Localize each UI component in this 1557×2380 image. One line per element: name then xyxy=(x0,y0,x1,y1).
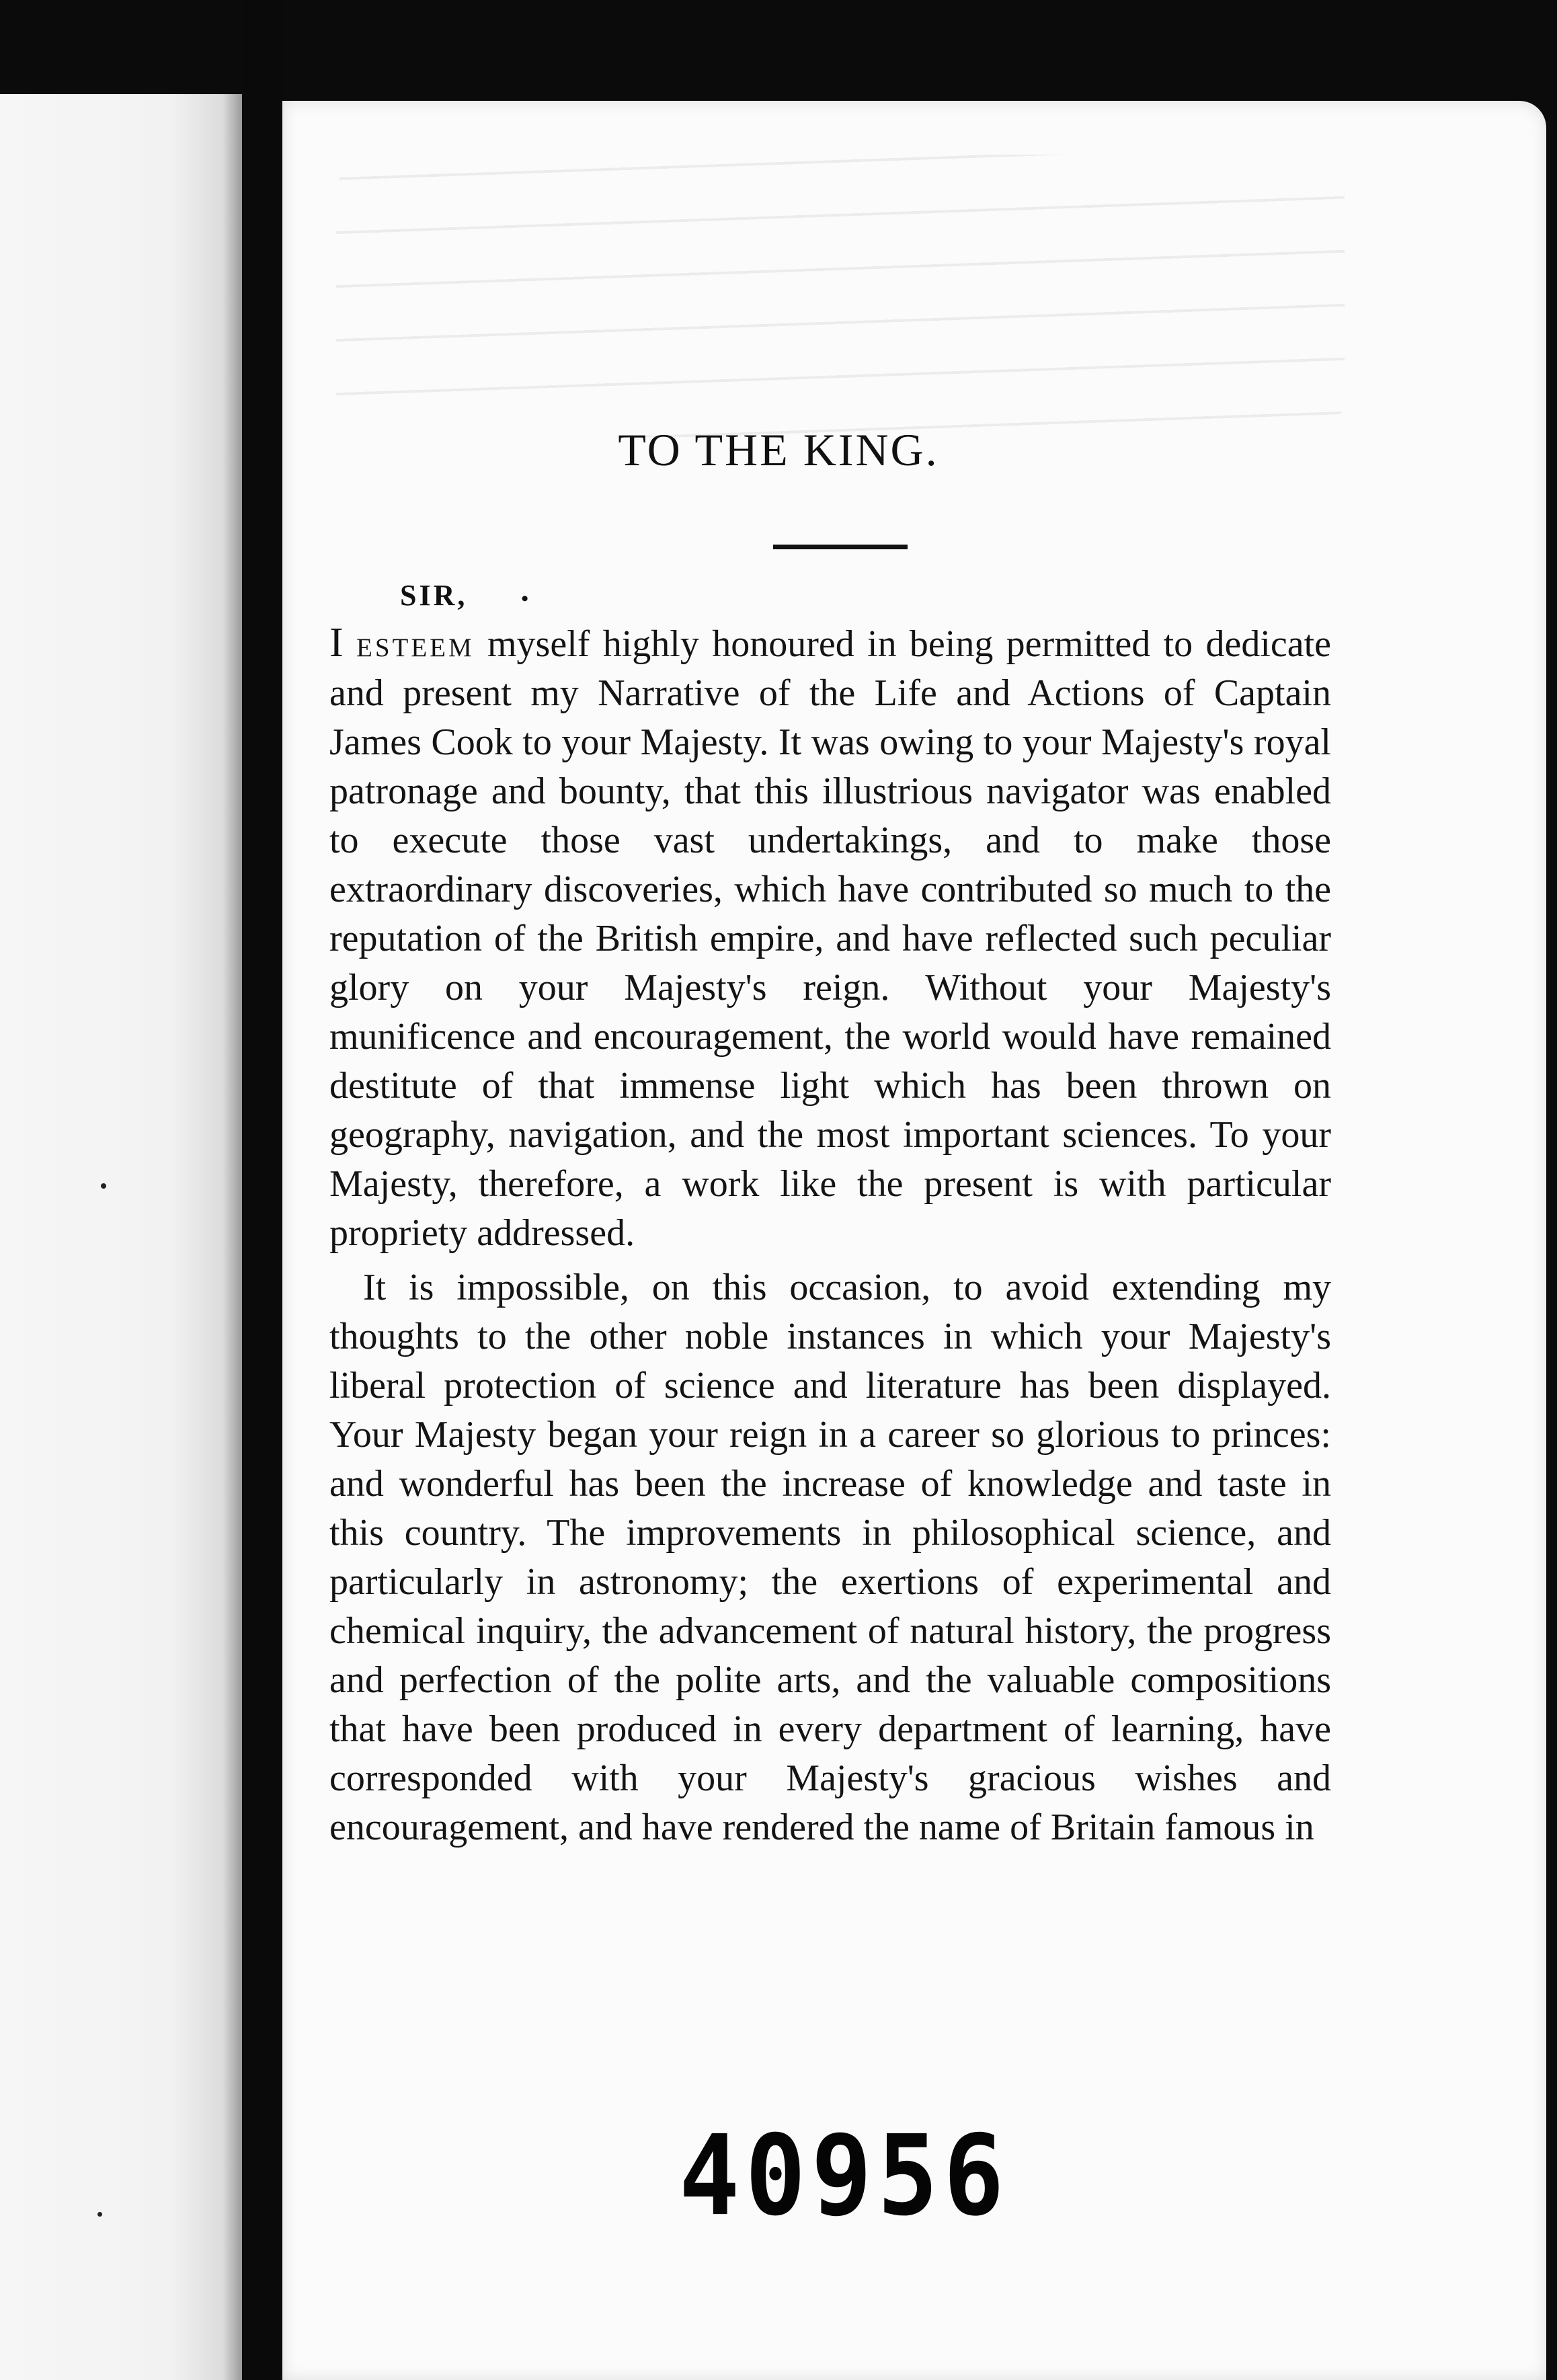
paragraph-2: It is impossible, on this occasion, to avoid extending my thoughts to the other noble instances in which your Majesty's liberal protection of science and literature has been displayed. Your Majesty began your reign in a career so glorious to princes: and wonderful has been the increase of knowledge and taste in this country. The improvements in philosophical science, and particularly in astronomy; the exertions of experimental and chemical inquiry, the advancement of natural history, the progress and perfection of the polite arts, and the valuable compositions that have been produced in every department of learning, have corresponded with your Majesty's gracious wishes and encouragement, and have rendered the name of Britain famous in xyxy=(329,1267,1331,1848)
salutation xyxy=(400,578,531,612)
salutation-mark: • xyxy=(521,588,531,610)
paragraph-1-lead: I xyxy=(329,620,344,666)
book-gutter xyxy=(242,0,282,2380)
page-heading: TO THE KING. xyxy=(618,424,939,475)
accession-stamp: 40956 xyxy=(679,2112,1010,2241)
salutation-text: SIR, xyxy=(400,579,468,612)
show-through-text xyxy=(336,155,1345,437)
paragraph-1-text: myself highly honoured in being permitted to dedicate and present my Narrative of the Life and Actions of Captain James Cook to your Majesty. It was owing to your Majesty's royal patronage and bounty, that this illustrious navigator was enabled to execute those vast undertakings, and to make those extraordinary discoveries, which have contributed so much to the reputation of the British empire, and have reflected such peculiar glory on your Majesty's reign. Without your Majesty's munificence and encouragement, the world would have remained destitute of that immense light which has been thrown on geography, navigation, and the most important sciences. To your Majesty, therefore, a work like the present is with particular propriety addressed. xyxy=(329,623,1332,1254)
dedication-body xyxy=(329,619,1331,1852)
ink-speck xyxy=(97,2212,102,2217)
paragraph-1 xyxy=(329,619,1331,1258)
heading-rule xyxy=(773,545,908,549)
ink-speck xyxy=(101,1183,106,1189)
paragraph-1-smallcaps: esteem xyxy=(356,623,475,665)
